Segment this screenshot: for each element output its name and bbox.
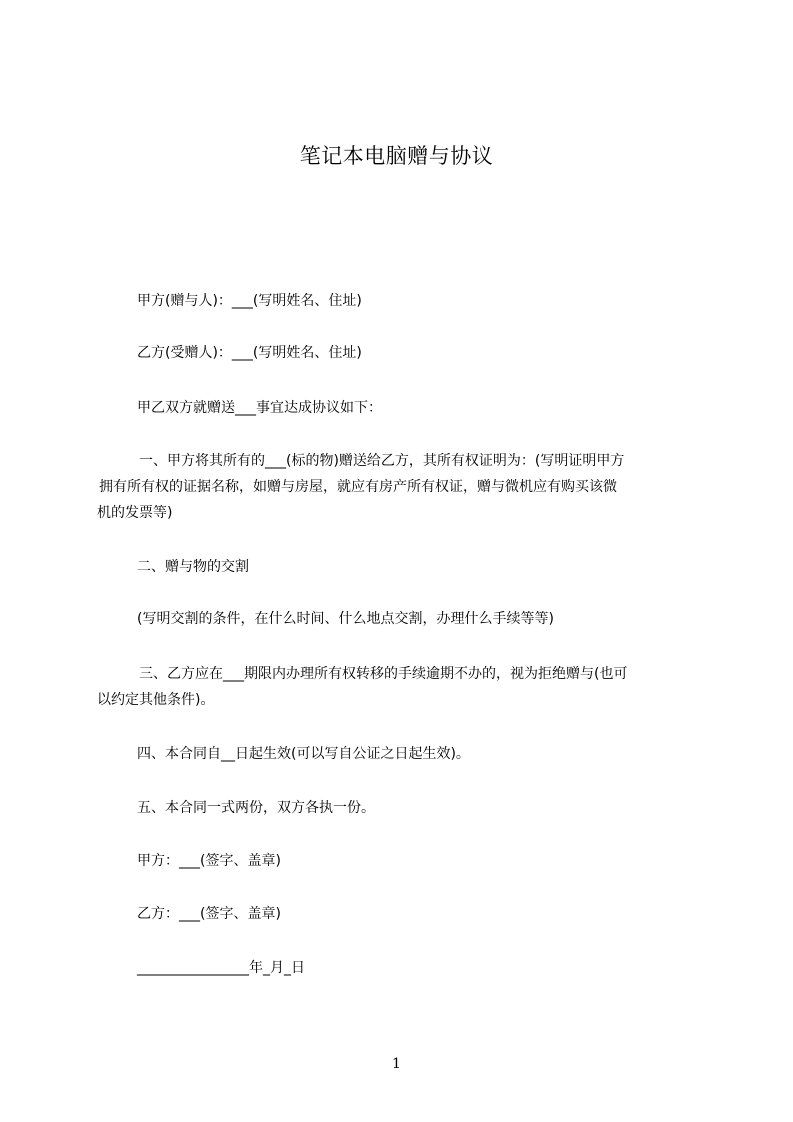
clause-3-line: 三、乙方应在___期限内办理所有权转移的手续逾期不办的，视为拒绝赠与(也可 xyxy=(139,666,628,682)
clause-1-line: 拥有所有权的证据名称，如赠与房屋，就应有房产所有权证，赠与微机应有购买该微 xyxy=(99,479,617,495)
clause-4: 四、本合同自__日起生效(可以写自公证之日起生效)。 xyxy=(137,746,470,762)
page-number: 1 xyxy=(392,1056,401,1072)
document-title: 笔记本电脑赠与协议 xyxy=(299,144,494,168)
date-line: ________________年_月_日 xyxy=(137,960,305,976)
clause-2-heading: 二、赠与物的交割 xyxy=(137,559,249,575)
clause-5: 五、本合同一式两份，双方各执一份。 xyxy=(137,800,375,816)
clause-1-line: 一、甲方将其所有的___(标的物)赠送给乙方，其所有权证明为：(写明证明甲方 xyxy=(139,453,625,469)
intro-line: 甲乙双方就赠送___事宜达成协议如下： xyxy=(137,400,382,416)
signature-party-b: 乙方：___(签字、盖章) xyxy=(137,906,281,922)
clause-3 xyxy=(97,661,711,713)
clause-2-body: (写明交割的条件，在什么时间、什么地点交割，办理什么手续等等) xyxy=(137,611,554,627)
party-b-line: 乙方(受赠人)：___(写明姓名、住址) xyxy=(137,345,362,361)
clause-1-line: 机的发票等) xyxy=(97,505,173,521)
party-a-line: 甲方(赠与人)：___(写明姓名、住址) xyxy=(137,293,362,309)
signature-party-a: 甲方：___(签字、盖章) xyxy=(137,853,281,869)
clause-3-line: 以约定其他条件)。 xyxy=(97,692,215,708)
clause-1 xyxy=(97,448,711,526)
